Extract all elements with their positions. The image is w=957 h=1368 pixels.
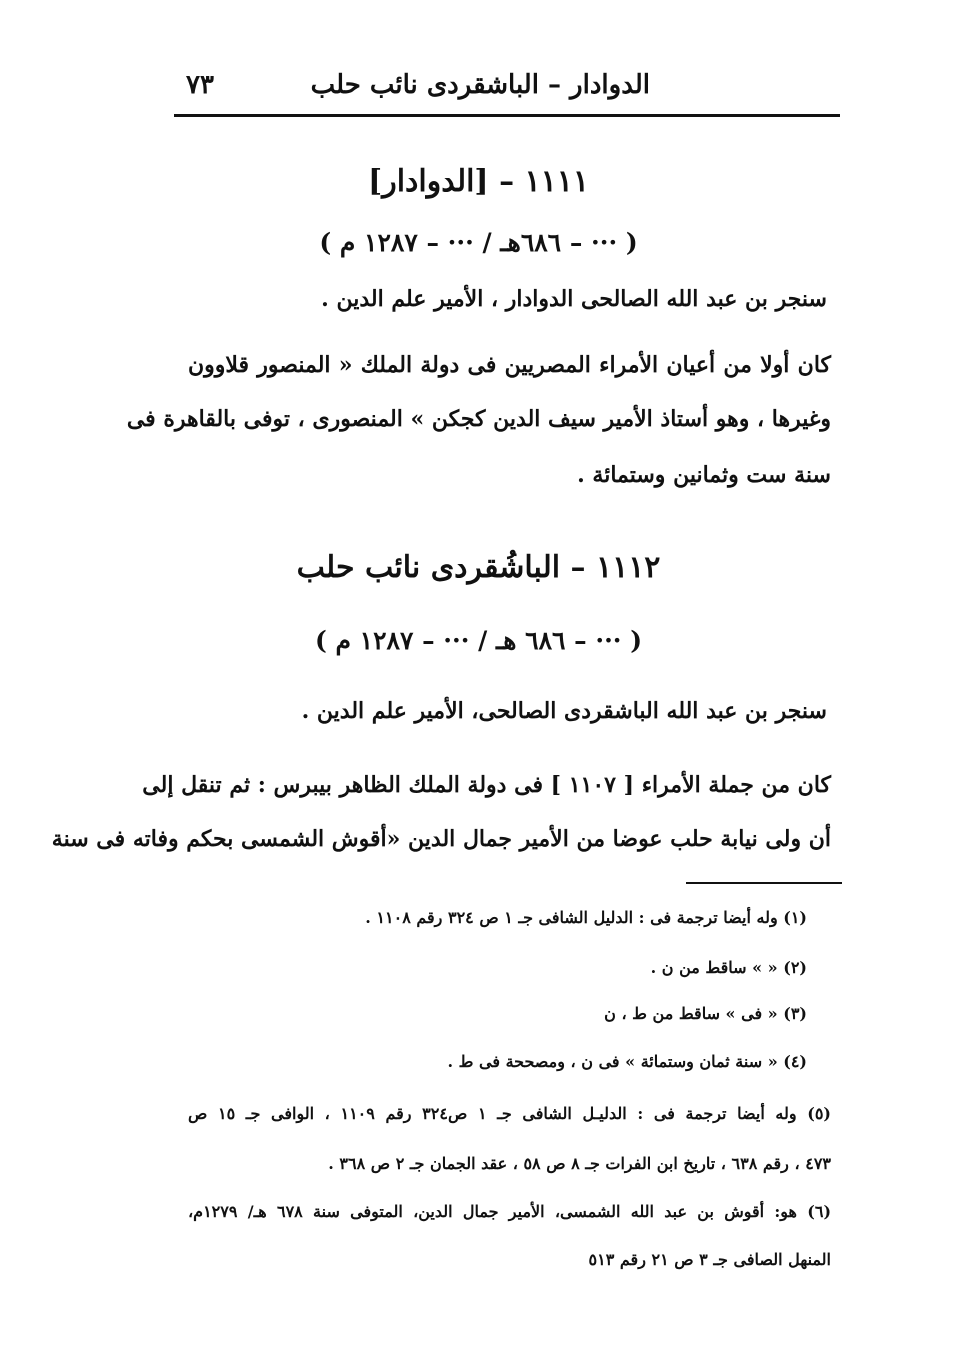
- entry-body-line: سنة ست وثمانين وستمائة .: [577, 462, 831, 488]
- footnote: (٥) وله أيضا ترجمة فى : الدليـل الشافى جـ ١ ص٣٢٤ رقم ١١٠٩ ، الوافى جـ ١٥ ص: [188, 1104, 831, 1123]
- entry-name-line: سنجر بن عبد الله الباشقردى الصالحى، الأمير علم الدين .: [301, 698, 827, 724]
- footnote: (٢) « » ساقط من ن .: [650, 958, 807, 977]
- footnote: (٤) « سنة ثمان وستمائة » فى ن ، ومصححة فى ط .: [447, 1052, 807, 1071]
- footnote-continuation: المنهل الصافى جـ ٣ ص ٢١ رقم ٥١٣: [588, 1250, 831, 1269]
- footnote-rule: [686, 882, 842, 884]
- entry-body-line: أن ولى نيابة حلب عوضا من الأمير جمال الدين «أقوش الشمسى بحكم وفاته فى سنة: [51, 826, 831, 852]
- entry-body-line: كان من جملة الأمراء [ ١١٠٧ ] فى دولة الملك الظاهر بيبرس : ثم تنقل إلى: [142, 772, 831, 798]
- entry-dates: ( ··· – ٦٨٦هـ / ··· – ١٢٨٧ م ): [319, 228, 638, 257]
- footnote: (١) وله أيضا ترجمة فى : الدليل الشافى جـ ١ ص ٣٢٤ رقم ١١٠٨ .: [365, 908, 807, 927]
- page-number: ٧٣: [186, 70, 214, 100]
- entry-body-line: كان أولا من أعيان الأمراء المصريين فى دولة الملك « المنصور قلاوون: [188, 352, 831, 378]
- entry-dates: ( ··· – ٦٨٦ هـ / ··· – ١٢٨٧ م ): [314, 626, 643, 655]
- running-header-title: الدوادار – الباشقردى نائب حلب: [310, 70, 650, 100]
- footnote: (٦) هو: أقوش بن عبد الله الشمسى، الأمير جمال الدين، المتوفى سنة ٦٧٨ هـ/ ١٢٧٩م،: [188, 1202, 832, 1221]
- running-header: [178, 62, 840, 114]
- header-rule: [174, 114, 840, 117]
- footnote: (٣) « فى » ساقط من ط ، ن: [604, 1004, 807, 1023]
- entry-name-line: سنجر بن عبد الله الصالحى الدوادار ، الأمير علم الدين .: [321, 286, 827, 312]
- entry-body-line: وغيرها ، وهو أستاذ الأمير سيف الدين كجكن » المنصورى ، توفى بالقاهرة فى: [126, 406, 831, 432]
- entry-title: ١١١١ – [الدوادار]: [368, 164, 589, 199]
- entry-title: ١١١٢ – الباشُقردى نائب حلب: [296, 550, 661, 585]
- footnote-continuation: ٤٧٣ ، رقم ٦٣٨ ، تاريخ ابن الفرات جـ ٨ ص ٥٨ ، عقد الجمان جـ ٢ ص ٣٦٨ .: [328, 1154, 831, 1173]
